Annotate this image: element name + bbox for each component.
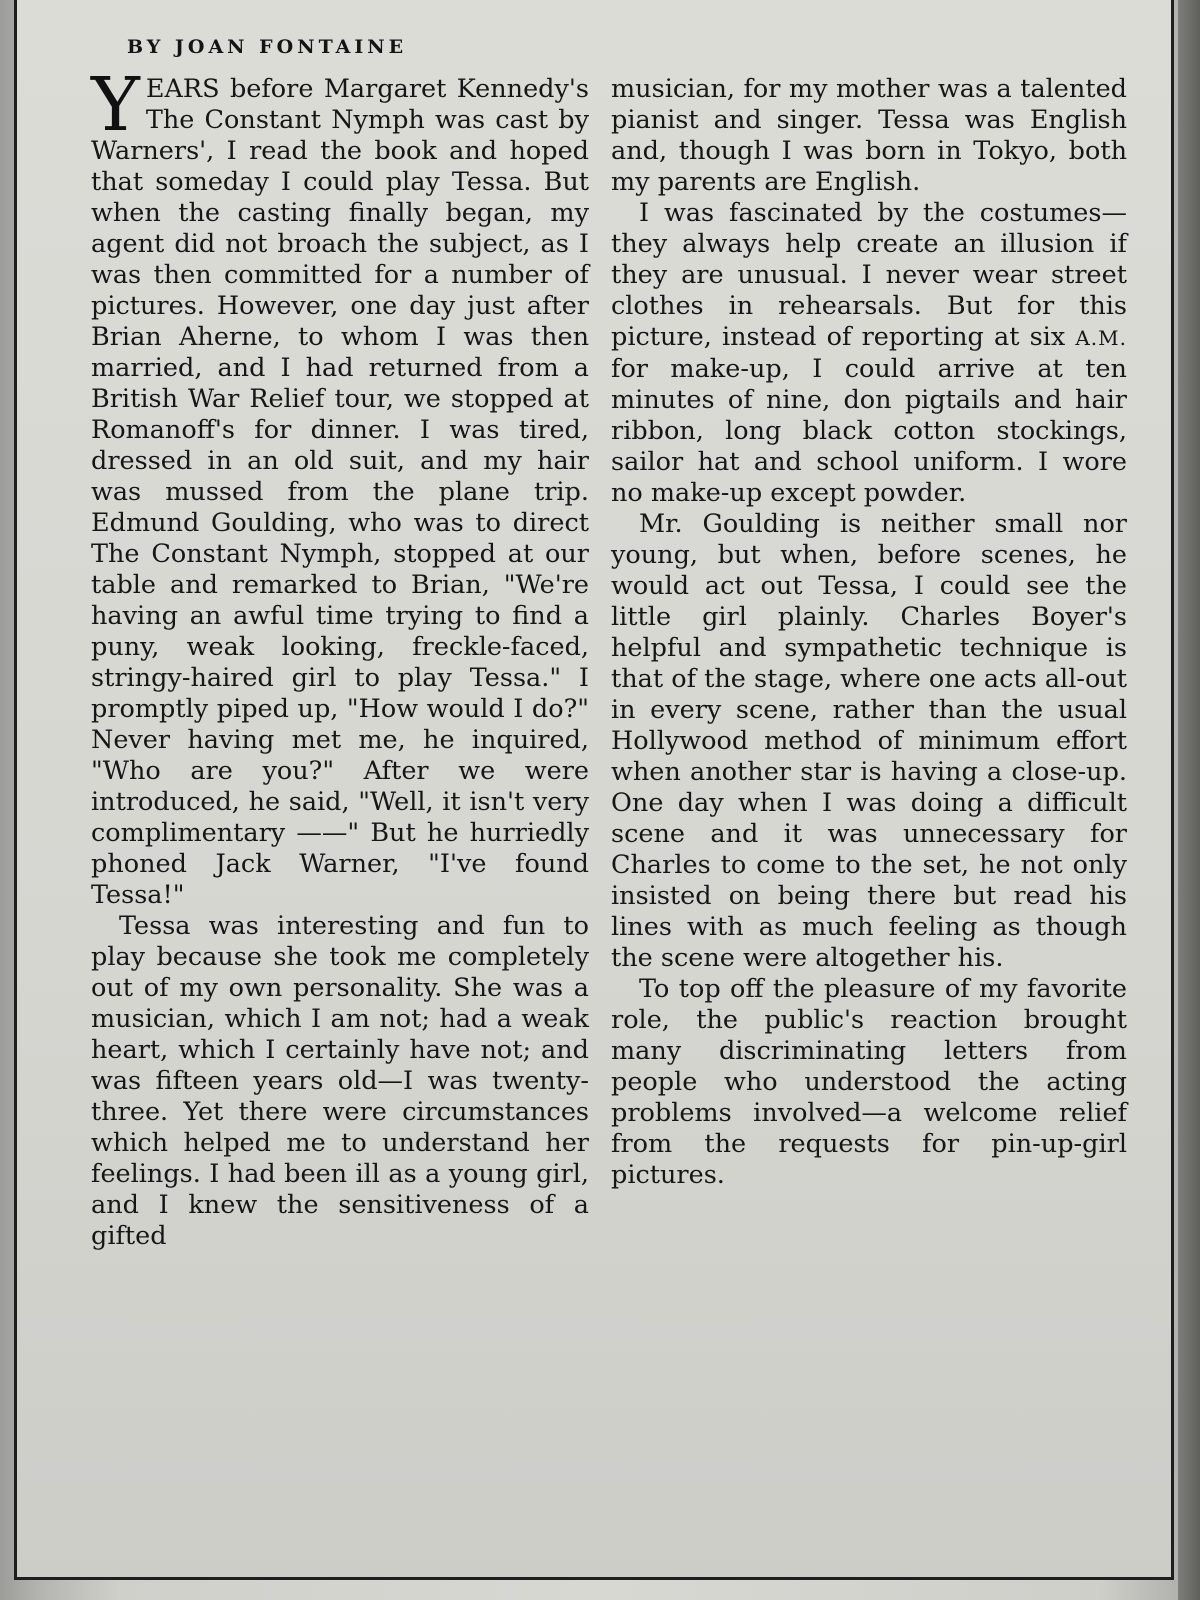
costumes-text-b: for make-up, I could arrive at ten minutes of nine, don pigtails and hair ribbon, long black cotton stockings, sailor hat and school uniform. I wore no make-up except powder. bbox=[611, 354, 1127, 508]
byline: BY JOAN FONTAINE bbox=[127, 36, 408, 58]
paragraph-1 bbox=[91, 62, 589, 911]
paragraph-costumes bbox=[611, 198, 1127, 509]
paragraph-2: Tessa was interesting and fun to play because she took me completely out of my own personality. She was a musician, which I am not; had a weak heart, which I certainly have not; and was fifteen years old—I was twenty-three. Yet there were circumstances which helped me to understand her feelings. I had been ill as a young girl, and I knew the sensitiveness of a gifted bbox=[91, 911, 589, 1251]
drop-cap: Y bbox=[91, 62, 140, 148]
article-column-2 bbox=[611, 74, 1127, 1191]
article-page bbox=[14, 0, 1174, 1580]
adjacent-page-edge bbox=[1178, 0, 1200, 1600]
article-column-1 bbox=[91, 62, 589, 1252]
paragraph-goulding: Mr. Goulding is neither small nor young, but when, before scenes, he would act out Tessa, I could see the little girl plainly. Charles Boyer's helpful and sympathetic technique is that of the stage, where one acts all-out in every scene, rather than the usual Hollywood method of minimum effort when another star is having a close-up. One day when I was doing a difficult scene and it was unnecessary for Charles to come to the set, he not only insisted on being there but read his lines with as much feeling as though the scene were altogether his. bbox=[611, 509, 1127, 973]
costumes-text-a: I was fascinated by the costumes—they always help create an illusion if they are unusual. I never wear street clothes in rehearsals. But for this picture, instead of reporting at six bbox=[611, 198, 1127, 352]
am-smallcaps: A.M. bbox=[1075, 326, 1127, 350]
paragraph-continued: musician, for my mother was a talented pianist and singer. Tessa was English and, though I was born in Tokyo, both my parents are English. bbox=[611, 74, 1127, 197]
paragraph-conclusion: To top off the pleasure of my favorite role, the public's reaction brought many discriminating letters from people who understood the acting problems involved—a welcome relief from the requests for pin-up-girl pictures. bbox=[611, 974, 1127, 1190]
paragraph-1-text: EARS before Margaret Kennedy's The Constant Nymph was cast by Warners', I read the book and hoped that someday I could play Tessa. But when the casting finally began, my agent did not broach the subject, as I was then committed for a number of pictures. However, one day just after Brian Aherne, to whom I was then married, and I had returned from a British War Relief tour, we stopped at Romanoff's for dinner. I was tired, dressed in an old suit, and my hair was mussed from the plane trip. Edmund Goulding, who was to direct The Constant Nymph, stopped at our table and remarked to Brian, "We're having an awful time trying to find a puny, weak looking, freckle-faced, stringy-haired girl to play Tessa." I promptly piped up, "How would I do?" Never having met me, he inquired, "Who are you?" After we were introduced, he said, "Well, it isn't very complimentary ——" But he hurriedly phoned Jack Warner, "I've found Tessa!" bbox=[91, 74, 589, 910]
